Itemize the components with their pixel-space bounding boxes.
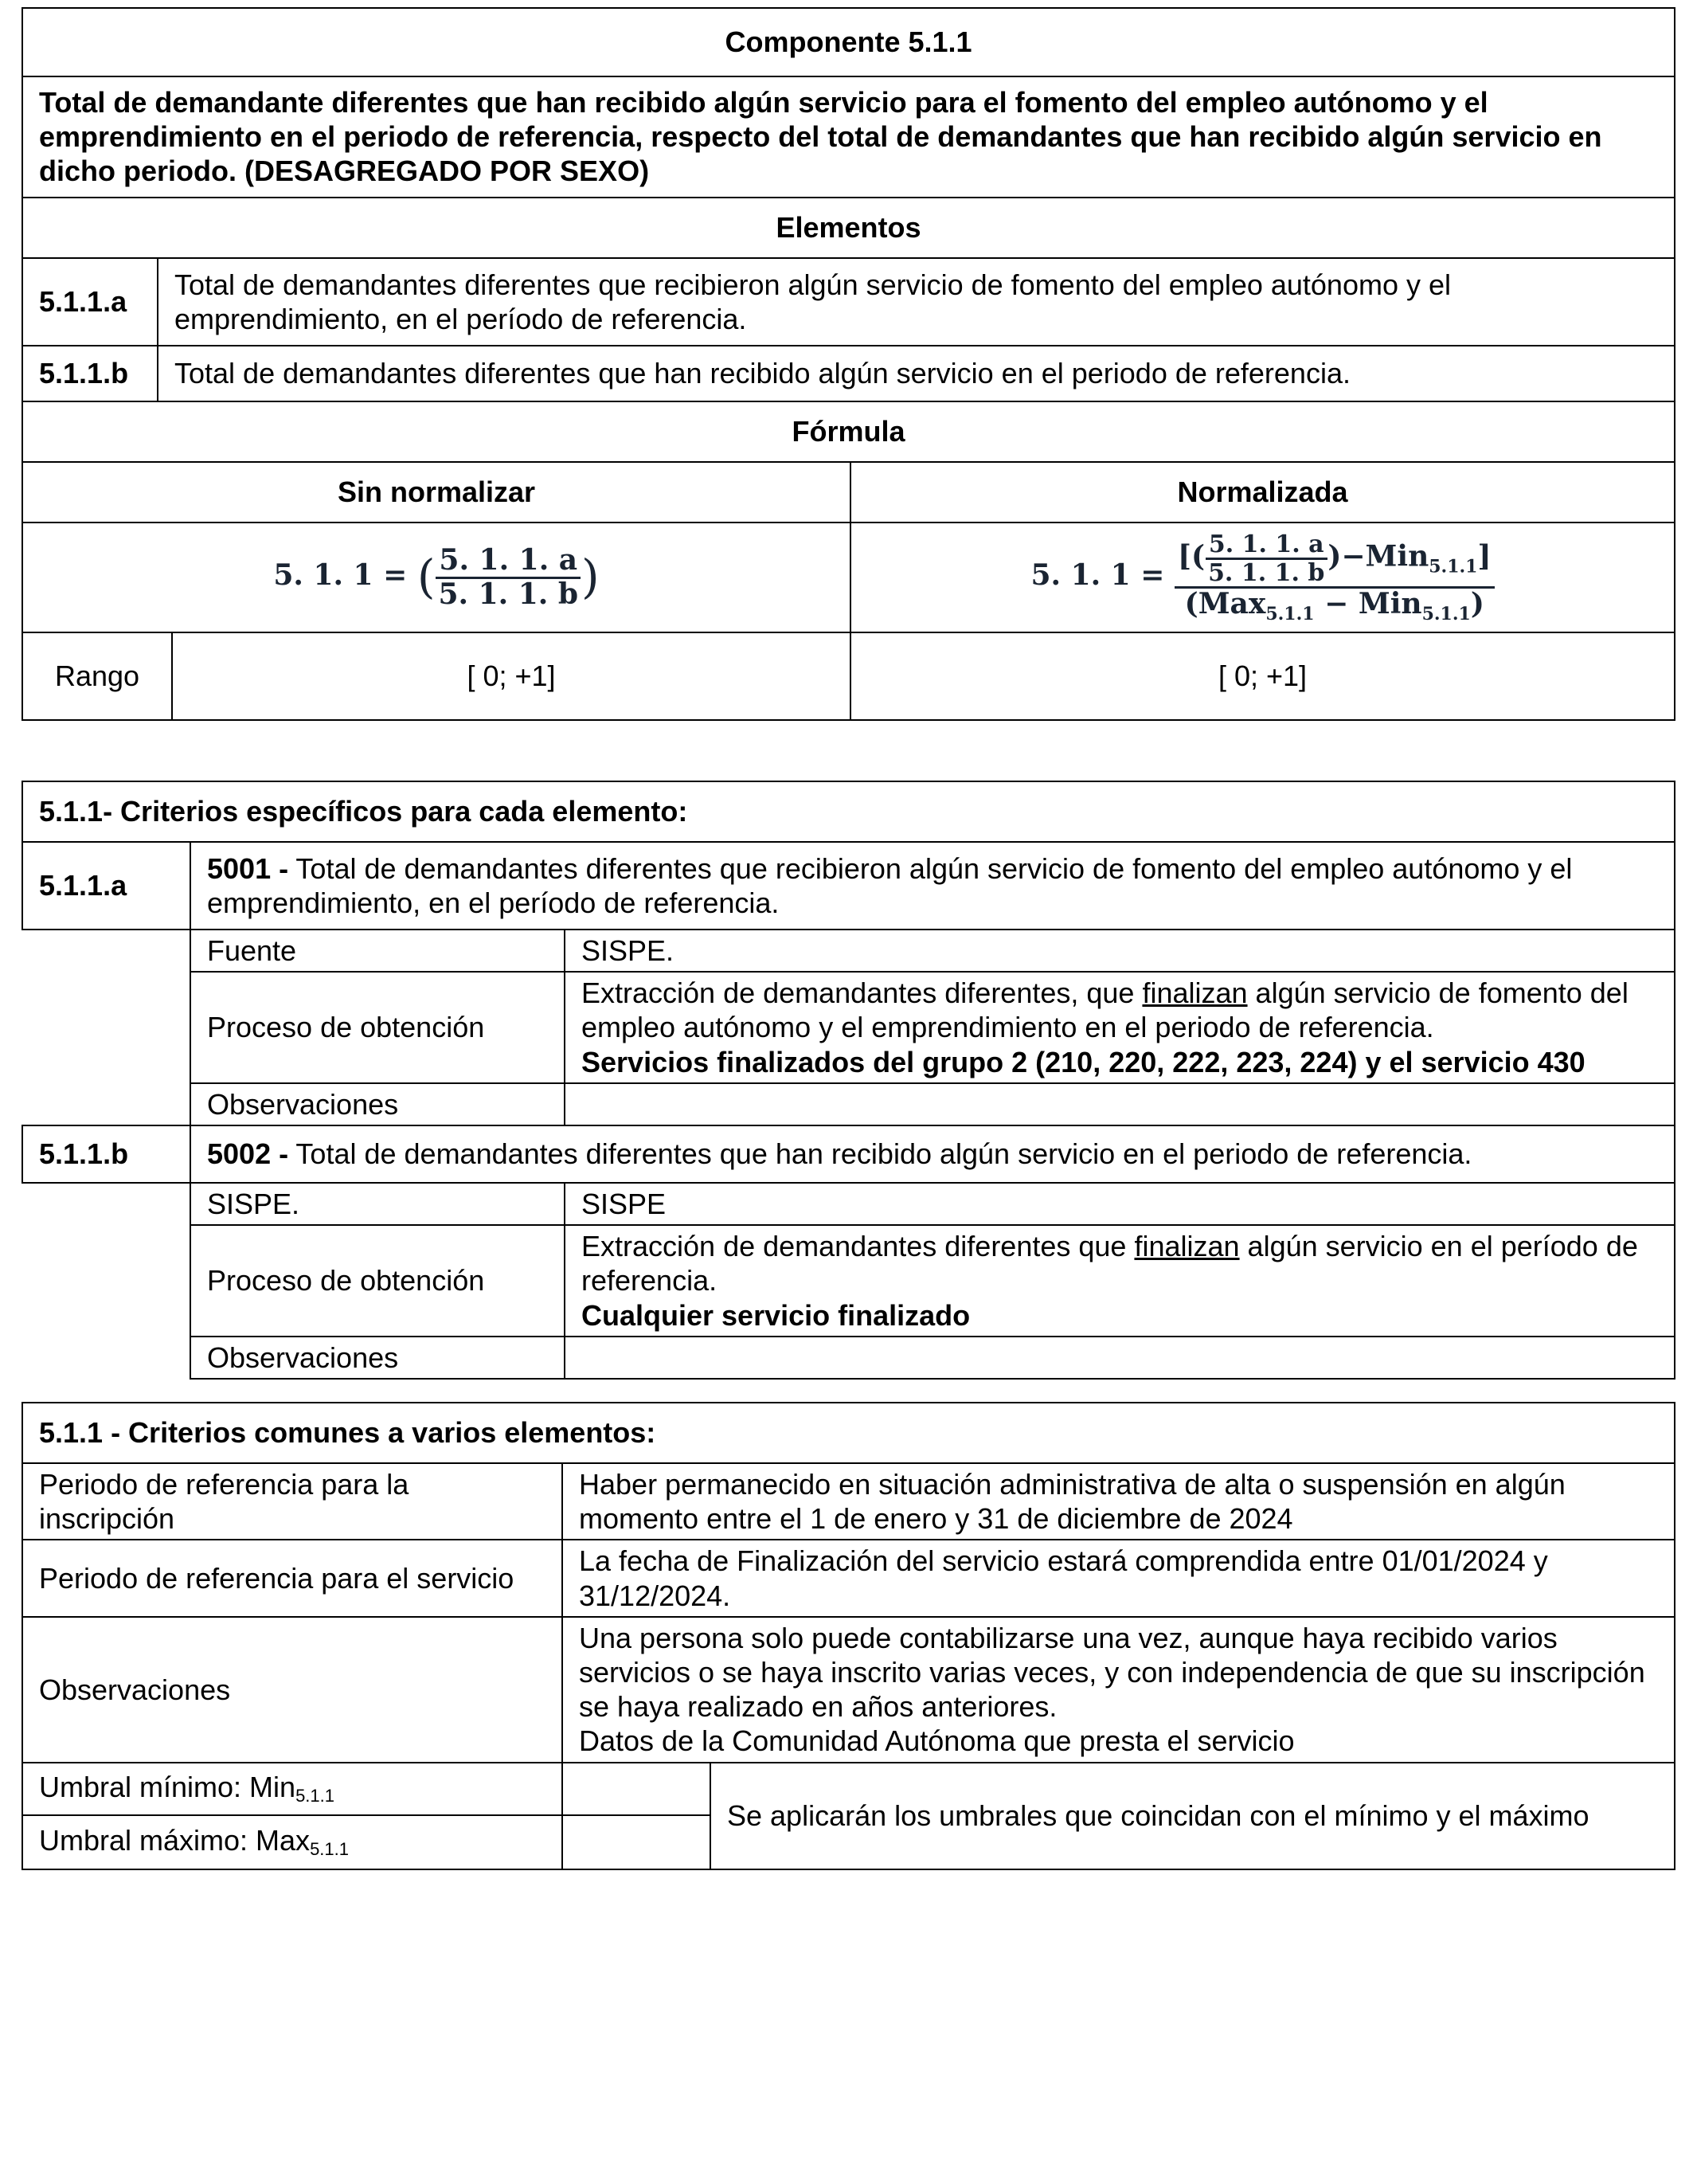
process-value-a	[565, 972, 1675, 1083]
formula-min-sub: 5.1.1	[1429, 556, 1478, 577]
formula-den-min-sub: 5.1.1	[1421, 603, 1471, 624]
formula-raw-expression	[273, 542, 600, 611]
formula-numerator: 5. 1. 1. a	[436, 545, 581, 579]
obs-value-b	[565, 1337, 1675, 1379]
formula-den-paren-open: (	[1184, 586, 1198, 620]
component-description: Total de demandante diferentes que han recibido algún servicio para el fomento del empleo autónomo y el emprendimiento en el periodo de referencia, respecto del total de demandantes que han recibido algún servicio en dicho periodo. (DESAGREGADO POR SEXO)	[22, 76, 1675, 198]
spacer	[22, 1225, 190, 1337]
specific-text-b: Total de demandantes diferentes que han recibido algún servicio en el periodo de referencia.	[288, 1137, 1472, 1171]
specific-id-a: 5001 -	[207, 851, 289, 885]
formula-min: Min	[1365, 539, 1429, 573]
formula-bracket-open: [(	[1177, 539, 1206, 573]
specific-text-a: Total de demandantes diferentes que recibieron algún servicio de fomento del empleo autónomo y el emprendimiento, en el período de referencia.	[207, 851, 1573, 919]
source-label-a: Fuente	[190, 930, 565, 972]
threshold-min-text: Umbral mínimo: Min	[39, 1771, 296, 1804]
formula-normalized-expression	[1030, 530, 1494, 624]
obs-value-a	[565, 1083, 1675, 1125]
process-label-a: Proceso de obtención	[190, 972, 565, 1083]
threshold-note: Se aplicarán los umbrales que coincidan con el mínimo y el máximo	[710, 1763, 1675, 1869]
process-value-b	[565, 1225, 1675, 1337]
spacer	[22, 1337, 190, 1379]
formula-max-sub: 5.1.1	[1265, 603, 1315, 624]
process-post-b: algún servicio en el período de referencia.	[581, 1230, 1638, 1297]
source-value-a: SISPE.	[565, 930, 1675, 972]
formula-bracket-close: ]	[1477, 539, 1492, 573]
specific-desc-a	[190, 842, 1675, 930]
spacer	[22, 930, 190, 972]
formula-normalized	[850, 523, 1675, 632]
common-title: 5.1.1 - Criterios comunes a varios elementos:	[22, 1403, 1675, 1463]
formula-normalized-lhs: 5. 1. 1 =	[1030, 558, 1165, 592]
formula-inner-numerator: 5. 1. 1. a	[1206, 531, 1327, 560]
spacer	[22, 1183, 190, 1225]
range-normalized: [ 0; +1]	[850, 632, 1675, 720]
formula-minus: −	[1341, 539, 1366, 573]
formula-inner-paren-close: )	[1327, 539, 1342, 573]
source-value-b: SISPE	[565, 1183, 1675, 1225]
common-label-service: Periodo de referencia para el servicio	[22, 1540, 562, 1616]
source-label-b: SISPE.	[190, 1183, 565, 1225]
process-bold-b: Cualquier servicio finalizado	[581, 1298, 971, 1332]
common-criteria-table	[22, 1402, 1675, 1870]
component-title: Componente 5.1.1	[22, 8, 1675, 76]
formula-den-paren-close: )	[1470, 586, 1484, 620]
formula-paren-close: )	[581, 550, 600, 605]
spacer	[22, 972, 190, 1083]
formula-normalized-numerator	[1175, 531, 1495, 589]
elements-header: Elementos	[22, 198, 1675, 258]
obs-label-b: Observaciones	[190, 1337, 565, 1379]
common-value-observations	[562, 1617, 1675, 1763]
threshold-max-value	[562, 1815, 710, 1869]
formula-denominator: 5. 1. 1. b	[438, 577, 579, 611]
threshold-max-label	[22, 1815, 562, 1869]
formula-col-normalized: Normalizada	[850, 462, 1675, 523]
threshold-max-text: Umbral máximo: Max	[39, 1824, 311, 1857]
specific-code-a: 5.1.1.a	[22, 842, 190, 930]
specific-desc-b	[190, 1125, 1675, 1183]
formula-max: Max	[1198, 586, 1266, 620]
formula-raw	[22, 523, 850, 632]
formula-header: Fórmula	[22, 401, 1675, 462]
obs-label-a: Observaciones	[190, 1083, 565, 1125]
process-label-b: Proceso de obtención	[190, 1225, 565, 1337]
process-underline-b: finalizan	[1134, 1230, 1240, 1263]
element-code-a: 5.1.1.a	[22, 258, 158, 346]
spacer	[22, 1083, 190, 1125]
common-value-service: La fecha de Finalización del servicio estará comprendida entre 01/01/2024 y 31/12/2024.	[562, 1540, 1675, 1616]
formula-lhs: 5. 1. 1 =	[273, 558, 408, 592]
component-table	[22, 7, 1675, 721]
specific-id-b: 5002 -	[207, 1137, 289, 1171]
formula-inner-denominator: 5. 1. 1. b	[1208, 558, 1325, 587]
threshold-min-label	[22, 1763, 562, 1815]
specific-title: 5.1.1- Criterios específicos para cada elemento:	[22, 781, 1675, 842]
process-underline-a: finalizan	[1142, 977, 1248, 1010]
threshold-max-sub: 5.1.1	[310, 1839, 349, 1860]
element-text-a: Total de demandantes diferentes que recibieron algún servicio de fomento del empleo autónomo y el emprendimiento, en el período de referencia.	[158, 258, 1675, 346]
threshold-min-value	[562, 1763, 710, 1815]
formula-raw-fraction	[436, 542, 582, 611]
formula-normalized-fraction	[1175, 531, 1495, 624]
formula-paren-open: (	[416, 550, 436, 605]
element-text-b: Total de demandantes diferentes que han recibido algún servicio en el periodo de referencia.	[158, 346, 1675, 401]
common-label-inscription: Periodo de referencia para la inscripción	[22, 1463, 562, 1540]
common-value-inscription: Haber permanecido en situación administrativa de alta o suspensión en algún momento entre el 1 de enero y 31 de diciembre de 2024	[562, 1463, 1675, 1540]
formula-inner-fraction	[1205, 531, 1327, 586]
element-code-b: 5.1.1.b	[22, 346, 158, 401]
range-raw: [ 0; +1]	[172, 632, 850, 720]
range-label: Rango	[22, 632, 172, 720]
formula-den-min: Min	[1358, 586, 1422, 620]
common-label-observations: Observaciones	[22, 1617, 562, 1763]
observations-text: Una persona solo puede contabilizarse una vez, aunque haya recibido varios servicios o se haya inscrito varias veces, y con independencia de que su inscripción se haya realizado en años anteriores.	[579, 1621, 1645, 1724]
threshold-min-sub: 5.1.1	[295, 1786, 334, 1806]
specific-criteria-table	[22, 781, 1675, 1380]
observations-text-2: Datos de la Comunidad Autónoma que presta el servicio	[579, 1724, 1295, 1758]
process-bold-a: Servicios finalizados del grupo 2 (210, 220, 222, 223, 224) y el servicio 430	[581, 1045, 1585, 1078]
formula-normalized-denominator	[1182, 586, 1488, 624]
process-pre-b: Extracción de demandantes diferentes que	[581, 1230, 1135, 1263]
specific-code-b: 5.1.1.b	[22, 1125, 190, 1183]
process-pre-a: Extracción de demandantes diferentes, que	[581, 977, 1143, 1010]
formula-den-minus: −	[1324, 586, 1349, 620]
process-post-a: algún servicio de fomento del empleo autónomo y el emprendimiento en el periodo de referencia.	[581, 977, 1628, 1044]
formula-col-raw: Sin normalizar	[22, 462, 850, 523]
